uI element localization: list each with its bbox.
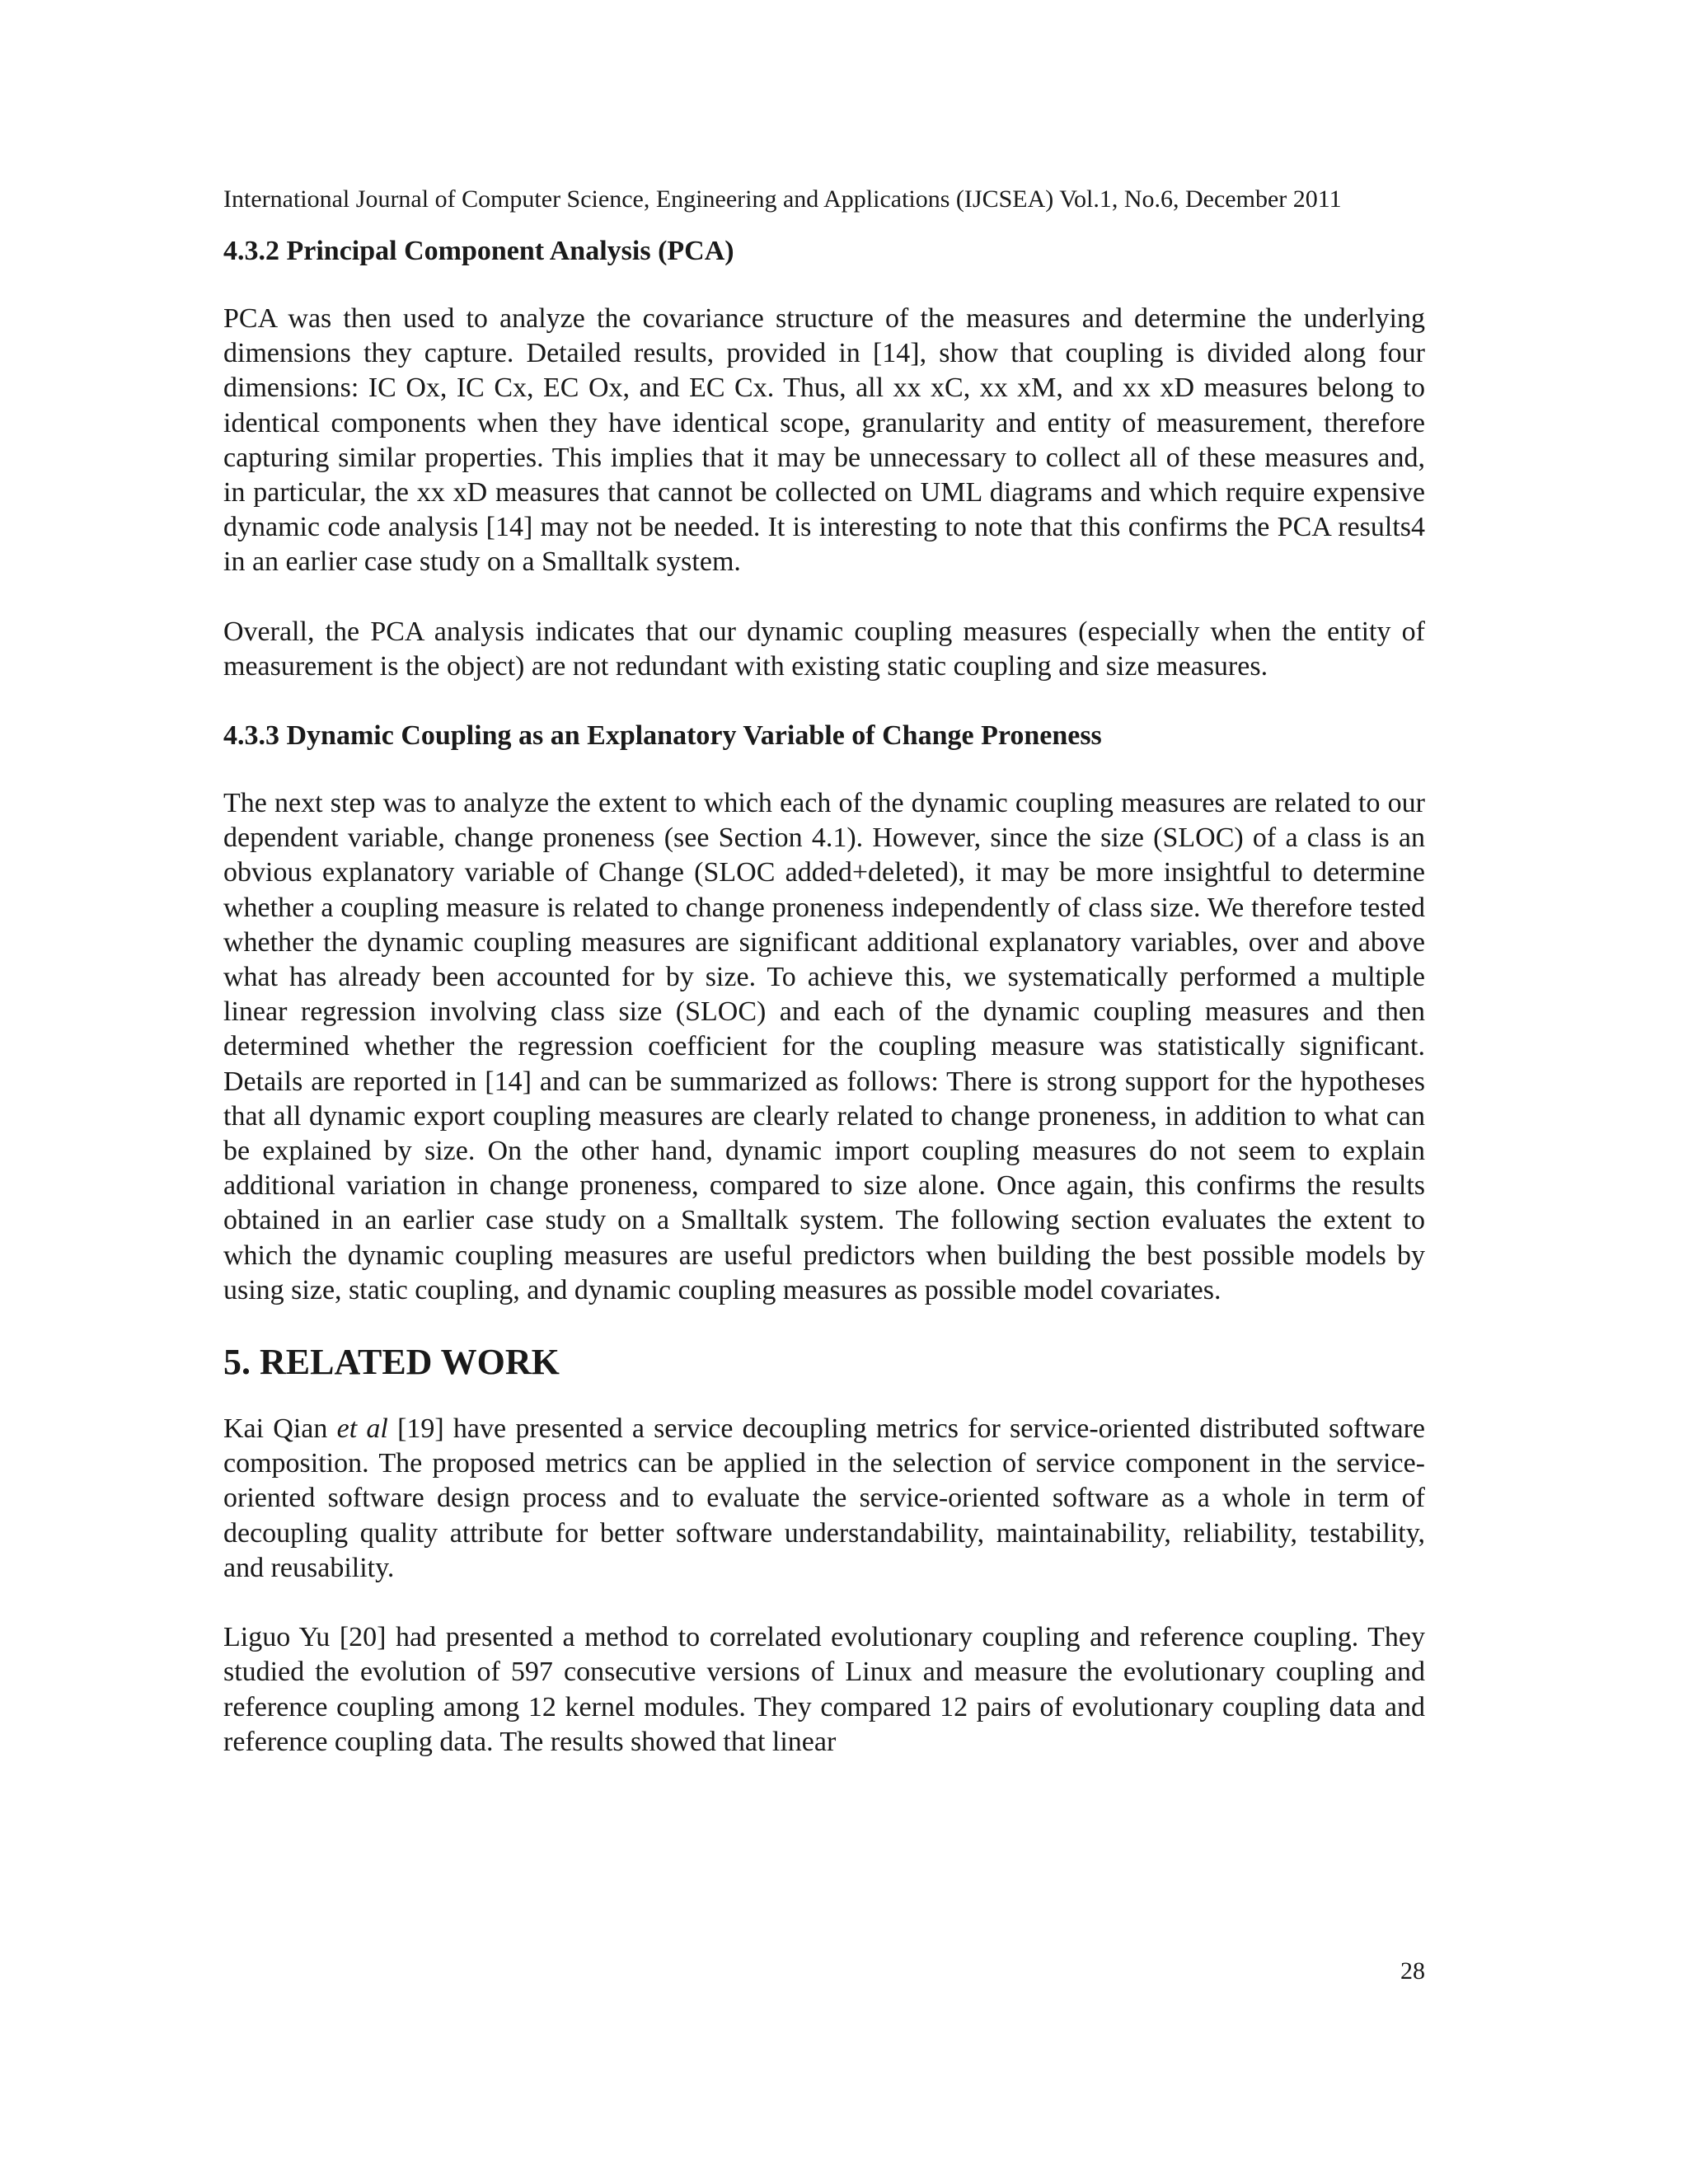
running-header: International Journal of Computer Science, Engineering and Applications (IJCSEA) Vol.1, No.6, December 2011 (223, 185, 1342, 213)
paragraph-pca-summary: Overall, the PCA analysis indicates that our dynamic coupling measures (especially when the entity of measurement is the object) are not redundant with existing static coupling and size measures. (223, 616, 1425, 682)
subsection-heading-4-3-3: 4.3.3 Dynamic Coupling as an Explanatory Variable of Change Proneness (223, 720, 1102, 752)
subsection-heading-4-3-2: 4.3.2 Principal Component Analysis (PCA) (223, 236, 734, 266)
paragraph-change-proneness: The next step was to analyze the extent to which each of the dynamic coupling measures are related to our dependent variable, change proneness (see Section 4.1). However, since the size (SLOC) of a class is an obvious explanatory variable of Change (SLOC added+deleted), it may be more insightful to determine whether a coupling measure is related to change proneness independently of class size. We therefore tested whether the dynamic coupling measures are significant additional explanatory variables, over and above what has already been accounted for by size. To achieve this, we systematically performed a multiple linear regression involving class size (SLOC) and each of the dynamic coupling measures and then determined whether the regression coefficient for the coupling measure was statistically significant. Details are reported in [14] and can be summarized as follows: There is strong support for the hypotheses that all dynamic export coupling measures are clearly related to change proneness, in addition to what can be explained by size. On the other hand, dynamic import coupling measures do not seem to explain additional variation in change proneness, compared to size alone. Once again, this confirms the results obtained in an earlier case study on a Smalltalk system. The following section evaluates the extent to which the dynamic coupling measures are useful predictors when building the best possible models by using size, static coupling, and dynamic coupling measures as possible model covariates. (223, 788, 1425, 1305)
paragraph-kai-qian (223, 1412, 1425, 1586)
page-number: 28 (1400, 1957, 1425, 1985)
et-al-italic: et al (336, 1413, 388, 1445)
section-heading-related-work: 5. RELATED WORK (223, 1342, 560, 1383)
paragraph-pca-results: PCA was then used to analyze the covariance structure of the measures and determine the underlying dimensions they capture. Detailed results, provided in [14], show that coupling is divided along four dimensions: IC Ox, IC Cx, EC Ox, and EC Cx. Thus, all xx xC, xx xM, and xx xD measures belong to identical components when they have identical scope, granularity and entity of measurement, therefore capturing similar properties. This implies that it may be unnecessary to collect all of these measures and, in particular, the xx xD measures that cannot be collected on UML diagrams and which require expensive dynamic code analysis [14] may not be needed. It is interesting to note that this confirms the PCA results4 in an earlier case study on a Smalltalk system. (223, 303, 1425, 578)
page-body (223, 234, 1425, 1760)
author-name: Kai Qian (223, 1413, 337, 1445)
paragraph-text: [19] have presented a service decoupling metrics for service-oriented distributed software composition. The proposed metrics can be applied in the selection of service component in the service-oriented software design process and to evaluate the service-oriented software as a whole in term of decoupling quality attribute for better software understandability, maintainability, reliability, testability, and reusability. (223, 1413, 1426, 1583)
paragraph-liguo-yu: Liguo Yu [20] had presented a method to correlated evolutionary coupling and reference coupling. They studied the evolution of 597 consecutive versions of Linux and measure the evolutionary coupling and reference coupling among 12 kernel modules. They compared 12 pairs of evolutionary coupling data and reference coupling data. The results showed that linear (223, 1622, 1425, 1757)
